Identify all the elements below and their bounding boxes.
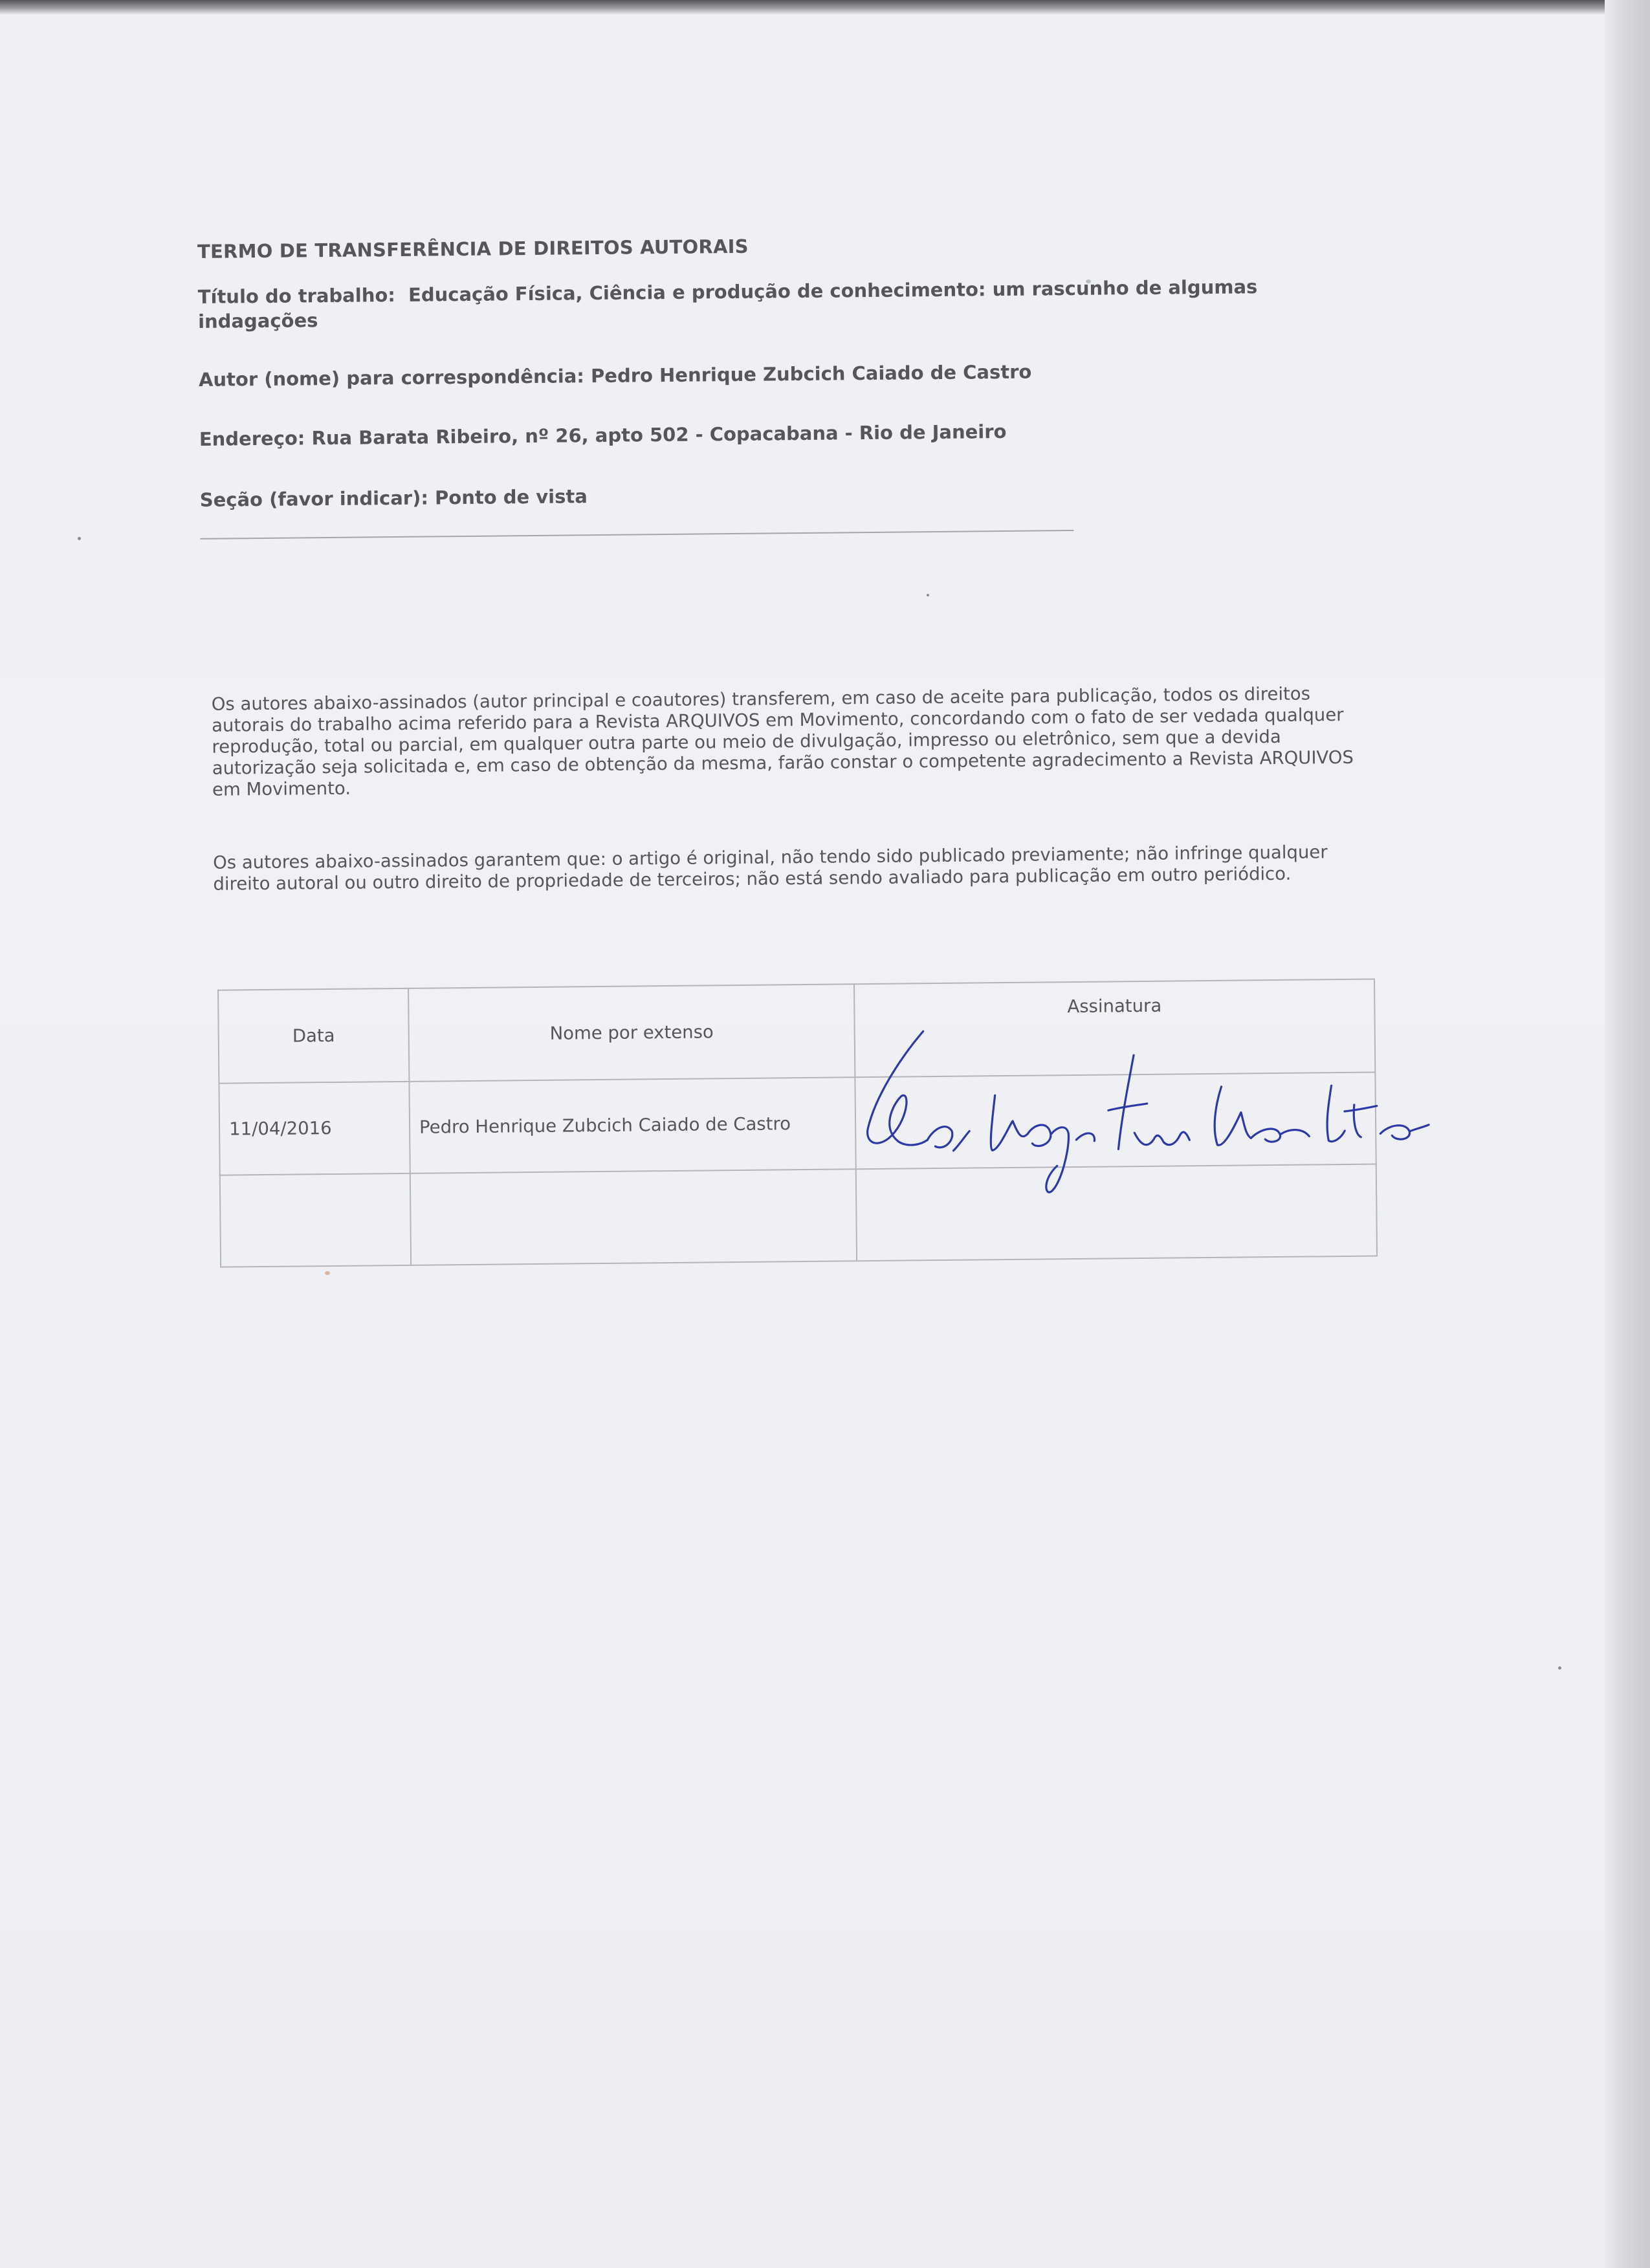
row-name: Pedro Henrique Zubcich Caiado de Castro bbox=[409, 1077, 855, 1173]
signature-stroke bbox=[1326, 1085, 1345, 1142]
address-value: Rua Barata Ribeiro, nº 26, apto 502 - Copacabana - Rio de Janeiro bbox=[311, 420, 1007, 450]
signature-stroke bbox=[953, 1131, 969, 1151]
header-full-name: Nome por extenso bbox=[408, 984, 855, 1082]
rights-transfer-paragraph: Os autores abaixo-assinados (autor principal e coautores) transferem, em caso de aceite para publicação, todos os direitos autorais do trabalho acima referido para a Revista ARQUIVOS em Movimento, concordando com o fato de ser vedada qualquer reprodução, total ou parcial, em qualquer outra parte ou meio de divulgação, impresso ou eletrônico, sem que a devida autorização seja solicitada e, em caso de obtenção da mesma, farão constar o competente agradecimento a Revista ARQUIVOS em Movimento. bbox=[211, 682, 1354, 800]
address-label: Endereço: bbox=[199, 427, 305, 450]
document-heading: TERMO DE TRANSFERÊNCIA DE DIREITOS AUTORAIS bbox=[197, 235, 749, 263]
section-value: Ponto de vista bbox=[434, 485, 588, 509]
signature-stroke bbox=[1380, 1125, 1429, 1140]
signature-stroke bbox=[866, 1031, 927, 1146]
author-label: Autor (nome) para correspondência: bbox=[198, 365, 585, 391]
section-field bbox=[200, 484, 588, 512]
header-signature-label: Assinatura bbox=[1067, 995, 1162, 1018]
section-divider bbox=[200, 530, 1073, 540]
signature-stroke bbox=[991, 1095, 1028, 1151]
row-name bbox=[410, 1169, 857, 1265]
author-value: Pedro Henrique Zubcich Caiado de Castro bbox=[590, 360, 1032, 387]
section-label: Seção (favor indicar): bbox=[199, 486, 429, 511]
work-title-label: Título do trabalho: bbox=[197, 284, 396, 308]
work-title-value: Educação Física, Ciência e produção de conhecimento: um rascunho de algumas indagações bbox=[197, 276, 1258, 333]
handwritten-signature bbox=[862, 1014, 1433, 1213]
address-field bbox=[199, 419, 1007, 452]
signature-stroke bbox=[1251, 1128, 1309, 1142]
signature-stroke bbox=[1215, 1086, 1251, 1145]
author-field bbox=[199, 360, 1032, 392]
row-date: 11/04/2016 bbox=[219, 1082, 410, 1175]
signature-stroke bbox=[927, 1127, 952, 1148]
signature-stroke bbox=[1108, 1055, 1147, 1150]
signature-stroke bbox=[1134, 1132, 1189, 1145]
header-date: Data bbox=[218, 988, 409, 1084]
signature-stroke bbox=[1345, 1105, 1377, 1137]
originality-paragraph: Os autores abaixo-assinados garantem que: o artigo é original, não tendo sido publicado previamente; não infringe qualquer direito autoral ou outro direito de propriedade de terceiros; não está sendo avaliado para publicação em outro periódico. bbox=[212, 841, 1328, 895]
signature-stroke bbox=[1028, 1125, 1069, 1193]
signature-stroke bbox=[1076, 1133, 1094, 1141]
row-date bbox=[220, 1173, 411, 1267]
work-title-field bbox=[198, 274, 1299, 334]
